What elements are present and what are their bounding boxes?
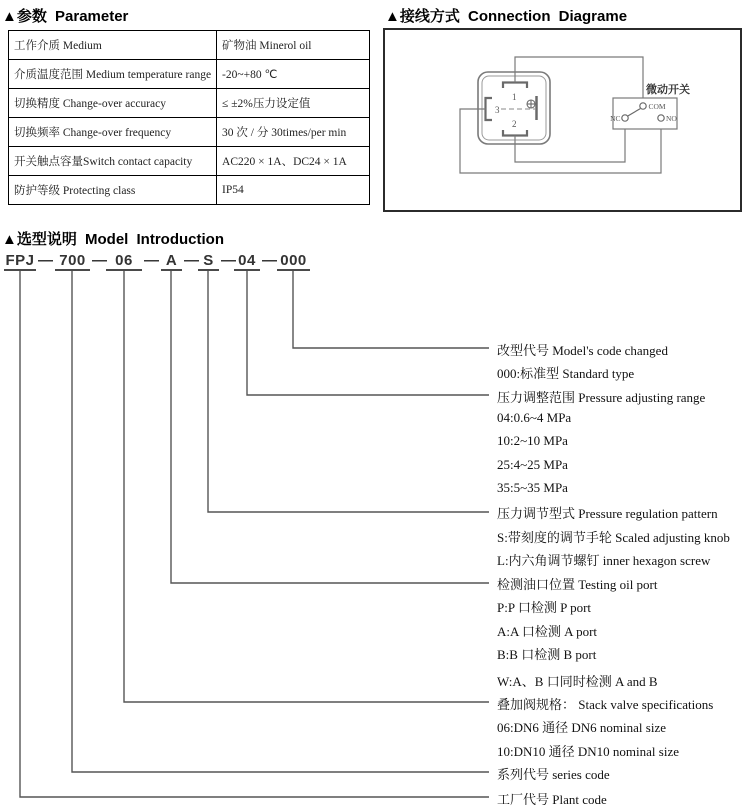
model-label: 工厂代号 Plant code [497, 792, 607, 807]
model-label: 改型代号 Model's code changed [497, 343, 668, 358]
model-label: 检测油口位置 Testing oil port [497, 577, 658, 592]
table-row [9, 147, 370, 176]
model-label: 10:DN10 通径 DN10 nominal size [497, 744, 679, 759]
model-code-separator: — [262, 252, 277, 269]
model-label: 系列代号 series code [497, 767, 610, 782]
no-label: NO [666, 114, 677, 123]
model-section-title: ▲选型说明 Model Introduction [2, 231, 224, 248]
parameter-section-title: ▲参数 Parameter [2, 8, 129, 25]
param-label: 工作介质 Medium [9, 31, 217, 60]
model-code-segment: 06 [106, 252, 142, 271]
model-code-separator: — [38, 252, 53, 269]
model-label: B:B 口检测 B port [497, 647, 597, 662]
model-code-separator: — [92, 252, 107, 269]
ground-icon [527, 100, 535, 108]
model-code-separator: — [184, 252, 199, 269]
connector-plug-icon [478, 72, 550, 144]
model-label: L:内六角调节螺钉 inner hexagon screw [497, 553, 711, 568]
param-value: 30 次 / 分 30times/per min [217, 118, 370, 147]
connection-diagram [385, 30, 740, 210]
nc-label: NC [610, 114, 621, 123]
connection-diagram-box [383, 28, 742, 212]
param-value: ≤ ±2%压力设定值 [217, 89, 370, 118]
model-code-segment: FPJ [5, 252, 35, 269]
param-value: IP54 [217, 176, 370, 205]
model-code-segment: 000 [277, 252, 310, 271]
micro-switch-label: 微动开关 [646, 84, 690, 96]
no-terminal-icon [658, 115, 664, 121]
wire-pin1-com [515, 57, 643, 103]
wire-pin2-nc [515, 122, 625, 163]
model-label: 叠加阀规格： Stack valve specifications [497, 697, 714, 712]
model-label: 25:4~25 MPa [497, 457, 568, 472]
pin2-socket-icon [503, 130, 527, 136]
table-row [9, 89, 370, 118]
table-row [9, 118, 370, 147]
table-row [9, 60, 370, 89]
model-label: S:带刻度的调节手轮 Scaled adjusting knob [497, 530, 730, 545]
table-row [9, 31, 370, 60]
pin2-label: 2 [512, 119, 517, 129]
param-label: 防护等级 Protecting class [9, 176, 217, 205]
model-code-separator: — [144, 252, 159, 269]
model-label: A:A 口检测 A port [497, 624, 598, 639]
pin1-socket-icon [503, 83, 527, 89]
parameter-table [8, 30, 370, 205]
model-label: 000:标准型 Standard type [497, 366, 635, 381]
param-value: 矿物油 Minerol oil [217, 31, 370, 60]
pin3-label: 3 [495, 105, 500, 115]
model-label: 压力调节型式 Pressure regulation pattern [497, 506, 718, 521]
model-code-segment: S [198, 252, 219, 271]
com-terminal-icon [640, 103, 646, 109]
param-label: 介质温度范围 Medium temperature range [9, 60, 217, 89]
model-label: W:A、B 口同时检测 A and B [497, 674, 658, 689]
com-label: COM [648, 102, 666, 111]
model-label: P:P 口检测 P port [497, 600, 592, 615]
nc-terminal-icon [622, 115, 628, 121]
model-label: 06:DN6 通径 DN6 nominal size [497, 720, 666, 735]
model-code-segment: A [161, 252, 182, 271]
model-code-segment: 700 [55, 252, 90, 271]
param-value: AC220 × 1A、DC24 × 1A [217, 147, 370, 176]
model-code-segment: 04 [234, 252, 260, 271]
param-label: 切换精度 Change-over accuracy [9, 89, 217, 118]
model-label: 04:0.6~4 MPa [497, 410, 572, 425]
param-label: 切换频率 Change-over frequency [9, 118, 217, 147]
model-label: 压力调整范围 Pressure adjusting range [497, 390, 706, 405]
param-label: 开关触点容量Switch contact capacity [9, 147, 217, 176]
model-code-separator: — [221, 252, 236, 269]
pin1-label: 1 [512, 92, 517, 102]
model-label: 10:2~10 MPa [497, 433, 568, 448]
param-value: -20~+80 ℃ [217, 60, 370, 89]
pin3-socket-icon [486, 98, 493, 120]
micro-switch-icon [610, 82, 690, 129]
table-row [9, 176, 370, 205]
model-label: 35:5~35 MPa [497, 480, 568, 495]
connection-section-title: ▲接线方式 Connection Diagrame [385, 8, 628, 25]
